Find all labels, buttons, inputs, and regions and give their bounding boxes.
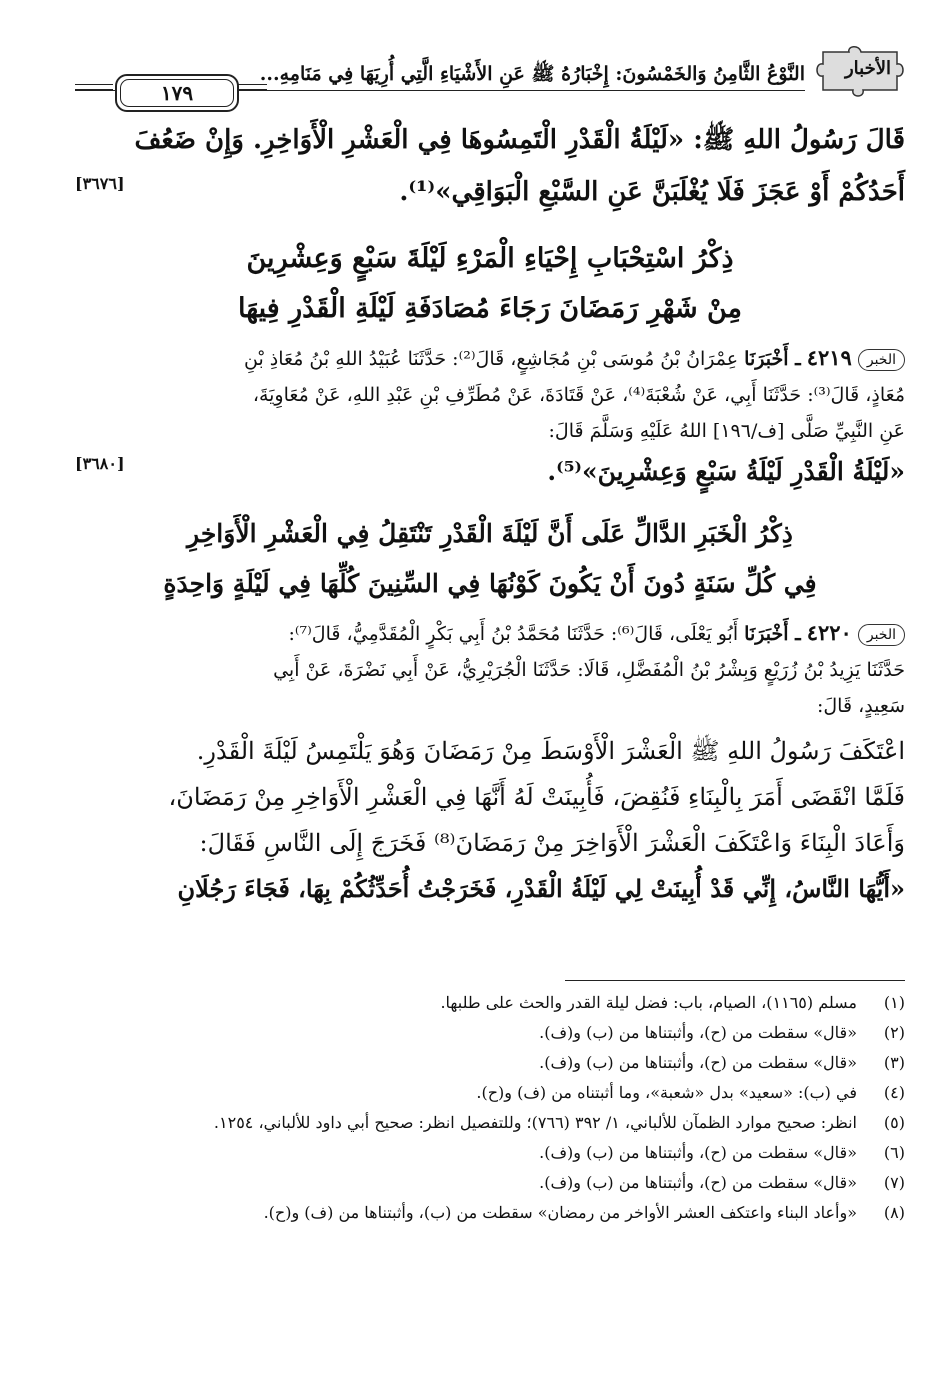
paragraph-1 bbox=[75, 114, 905, 218]
chapter1-line1: ذِكْرُ اسْتِحْبَابِ إِحْيَاءِ الْمَرْءِ لَيْلَةَ سَبْعٍ وَعِشْرِينَ bbox=[246, 243, 734, 274]
page-number-box bbox=[115, 74, 239, 112]
footnote-item bbox=[75, 1138, 905, 1168]
footnote-item bbox=[75, 1078, 905, 1108]
khabar-badge: الخبر bbox=[858, 349, 905, 371]
footnote-item bbox=[75, 1198, 905, 1228]
para1-line2-wrap bbox=[75, 166, 905, 218]
isnad-line3: سَعِيدٍ، قَالَ: bbox=[816, 695, 905, 717]
chapter2-line2: فِي كُلِّ سَنَةٍ دُونَ أَنْ يَكُونَ كَوْنُهَا فِي السِّنِينَ كُلِّهَا فِي لَيْلَةٍ وَاحِدَةٍ bbox=[163, 569, 817, 598]
khabar-badge: الخبر bbox=[858, 624, 905, 646]
hadith-4220 bbox=[75, 615, 905, 724]
footnote-number: (١) bbox=[883, 993, 905, 1012]
chapter-heading-2 bbox=[75, 509, 905, 609]
hadith4219-matn-wrap bbox=[75, 449, 905, 495]
hadith-number: ٤٢١٩ bbox=[806, 345, 852, 370]
isnad-line1: عِمْرَانُ بْنُ مُوسَى بْنِ مُجَاشِعٍ، قَالَ⁽²⁾: حَدَّثَنَا عُبَيْدُ اللهِ بْنُ مُعَاذِ بْنِ bbox=[244, 348, 739, 370]
isnad-line2: مُعَاذٍ، قَالَ⁽³⁾: حَدَّثَنَا أَبِي، عَنْ شُعْبَةَ⁽⁴⁾، عَنْ قَتَادَةَ، عَنْ مُطَرِّفِ بْنِ عَبْدِ اللهِ، عَنْ مُعَاوِيَةَ، bbox=[252, 384, 905, 406]
footnote-number: (٢) bbox=[883, 1023, 905, 1042]
footnote-text: «قال» سقطت من (ح)، وأثبتناها من (ب) و(ف). bbox=[539, 1173, 857, 1192]
footnote-text: «قال» سقطت من (ح)، وأثبتناها من (ب) و(ف). bbox=[539, 1023, 857, 1042]
footnote-separator bbox=[565, 980, 905, 981]
section-label: الأخبار bbox=[844, 58, 891, 79]
footnote-text: «وأعاد البناء واعتكف العشر الأواخر من رمضان» سقطت من (ب)، وأثبتناها من (ف) و(ح). bbox=[263, 1203, 857, 1222]
para2-line2: فَلَمَّا انْقَضَى أَمَرَ بِالْبِنَاءِ فَنُقِضَ، فَأُبِينَتْ لَهُ أَنَّهَا فِي الْعَشْرِ الْأَوَاخِرِ مِنْ رَمَضَانَ، bbox=[168, 783, 905, 811]
chapter2-line1: ذِكْرُ الْخَبَرِ الدَّالِّ عَلَى أَنَّ لَيْلَةَ الْقَدْرِ تَنْتَقِلُ فِي الْعَشْرِ الْأَوَاخِرِ bbox=[187, 519, 793, 548]
footnote-item bbox=[75, 988, 905, 1018]
hadith4219-line1 bbox=[75, 340, 905, 377]
footnote-text: «قال» سقطت من (ح)، وأثبتناها من (ب) و(ف). bbox=[539, 1053, 857, 1072]
hadith-ref-3680: [٣٦٨٠] bbox=[75, 454, 125, 473]
hadith4219-matn: «لَيْلَةُ الْقَدْرِ لَيْلَةُ سَبْعٍ وَعِشْرِينَ»⁽⁵⁾. bbox=[547, 457, 905, 486]
hadith4220-line1 bbox=[75, 615, 905, 652]
akhbarana-label: ـ أَخْبَرَنَا bbox=[744, 623, 801, 645]
book-page bbox=[75, 40, 905, 1360]
footnote-number: (٦) bbox=[883, 1143, 905, 1162]
para2-line1: اعْتَكَفَ رَسُولُ اللهِ ﷺ الْعَشْرَ الْأَوْسَطَ مِنْ رَمَضَانَ وَهُوَ يَلْتَمِسُ لَيْلَةَ الْقَدْرِ. bbox=[196, 737, 905, 765]
running-title: النَّوْعُ الثَّامِنُ وَالخَمْسُونَ: إِخْبَارُهُ ﷺ عَنِ الأَشْيَاءِ الَّتِي أُرِيَهَا فِي مَنَامِهِ... bbox=[259, 63, 805, 85]
footnote-number: (٤) bbox=[883, 1083, 905, 1102]
chapter-heading-1 bbox=[75, 234, 905, 334]
page-number: ١٧٩ bbox=[160, 81, 194, 105]
akhbarana-label: ـ أَخْبَرَنَا bbox=[744, 348, 801, 370]
hadith-ref-3676: [٣٦٧٦] bbox=[75, 174, 125, 193]
para2-line3: وَأَعَادَ الْبِنَاءَ وَاعْتَكَفَ الْعَشْرَ الْأَوَاخِرَ مِنْ رَمَضَانَ⁽⁸⁾ فَخَرَجَ إِلَى النَّاسِ فَقَالَ: bbox=[199, 829, 905, 857]
footnote-number: (٥) bbox=[883, 1113, 905, 1132]
footnote-item bbox=[75, 1018, 905, 1048]
footnote-number: (٨) bbox=[883, 1203, 905, 1222]
footnote-text: انظر: صحيح موارد الظمآن للألباني، ١/ ٣٩٢ (٧٦٦)؛ وللتفصيل انظر: صحيح أبي داود للألباني، ١٢٥٤. bbox=[213, 1113, 857, 1132]
footnote-text: في (ب): «سعيد» بدل «شعبة»، وما أثبتناه من (ف) و(ح). bbox=[476, 1083, 857, 1102]
hadith-4219 bbox=[75, 340, 905, 495]
footnote-text: مسلم (١١٦٥)، الصيام، باب: فضل ليلة القدر والحث على طلبها. bbox=[440, 993, 857, 1012]
paragraph-2 bbox=[75, 728, 905, 912]
hadith-number: ٤٢٢٠ bbox=[806, 620, 852, 645]
para2-line4: «أَيُّهَا النَّاسُ، إِنِّي قَدْ أُبِينَتْ لِي لَيْلَةُ الْقَدْرِ، فَخَرَجْتُ أُحَدِّثُكُمْ بِهَا، فَجَاءَ رَجُلَانِ bbox=[177, 874, 905, 903]
page-header bbox=[75, 40, 905, 105]
chapter1-line2: مِنْ شَهْرِ رَمَضَانَ رَجَاءَ مُصَادَفَةِ لَيْلَةِ الْقَدْرِ فِيهَا bbox=[237, 293, 743, 324]
footnote-text: «قال» سقطت من (ح)، وأثبتناها من (ب) و(ف). bbox=[539, 1143, 857, 1162]
header-lines-left bbox=[75, 84, 113, 94]
footnotes bbox=[75, 988, 905, 1228]
isnad-line3: عَنِ النَّبِيِّ صَلَّى [ف/١٩٦] اللهُ عَلَيْهِ وَسَلَّمَ قَالَ: bbox=[548, 420, 905, 442]
footnote-number: (٧) bbox=[883, 1173, 905, 1192]
footnote-number: (٣) bbox=[883, 1053, 905, 1072]
para1-line1: قَالَ رَسُولُ اللهِ ﷺ: «لَيْلَةُ الْقَدْرِ الْتَمِسُوهَا فِي الْعَشْرِ الْأَوَاخِرِ. وَإِنْ ضَعُفَ bbox=[134, 125, 905, 155]
isnad-line2: حَدَّثَنَا يَزِيدُ بْنُ زُرَيْعٍ وَبِشْرُ بْنُ الْمُفَضَّلِ، قَالَا: حَدَّثَنَا الْجُرَيْرِيُّ، عَنْ أَبِي نَضْرَةَ، عَنْ أَبِي bbox=[273, 659, 905, 681]
footnote-item bbox=[75, 1048, 905, 1078]
para1-line2: أَحَدُكُمْ أَوْ عَجَزَ فَلَا يُغْلَبَنَّ عَنِ السَّبْعِ الْبَوَاقِي»⁽¹⁾. bbox=[399, 177, 905, 207]
header-lines-mid bbox=[237, 84, 267, 94]
footnote-item bbox=[75, 1108, 905, 1138]
footnote-item bbox=[75, 1168, 905, 1198]
isnad-line1: أَبُو يَعْلَى، قَالَ⁽⁶⁾: حَدَّثَنَا مُحَمَّدُ بْنُ أَبِي بَكْرٍ الْمُقَدَّمِيُّ، قَالَ⁽⁷⁾: bbox=[288, 623, 739, 645]
